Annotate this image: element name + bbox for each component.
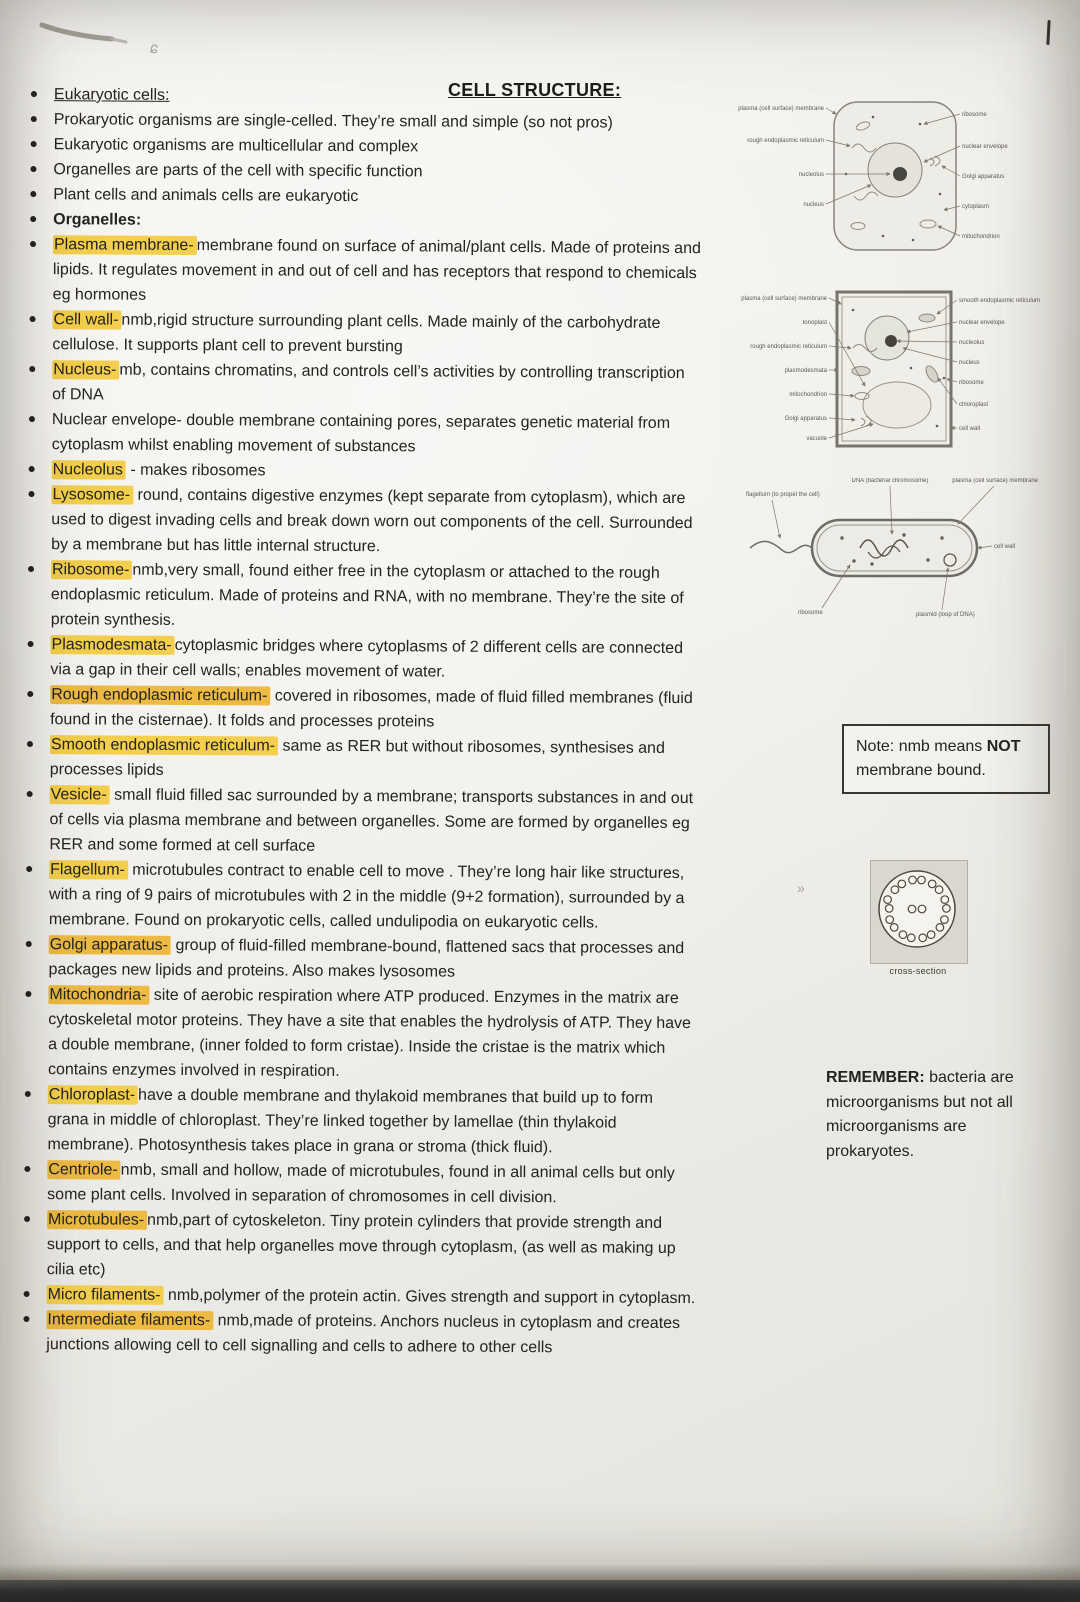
note-item <box>22 407 702 461</box>
note-item <box>17 1207 697 1286</box>
cross-section-panel <box>870 860 968 964</box>
plant-cell-diagram <box>735 278 1045 463</box>
note-term-highlight: Golgi apparatus- <box>49 935 171 955</box>
diagram-label: plasmid (loop of DNA) <box>916 612 975 618</box>
remember-note <box>826 1066 1024 1164</box>
diagram-label: cell wall <box>994 544 1016 550</box>
note-term-highlight: Vesicle- <box>50 785 110 804</box>
diagram-label: tonoplast <box>802 320 827 326</box>
note-term-highlight: Plasmodesmata- <box>51 635 175 655</box>
bacterium-diagram <box>742 468 1042 623</box>
note-text: Nuclear envelope- double membrane containing pores, separates genetic material from cytoplasm whilst enabling movement of substances <box>51 411 671 456</box>
corner-pen-mark <box>1046 20 1050 45</box>
diagram-label: chloroplast <box>959 402 989 408</box>
note-term-highlight: Smooth endoplasmic reticulum- <box>50 735 278 755</box>
note-text: nmb, small and hollow, made of microtubules, found in all animal cells but only some plant cells. Involved in separation of chromosomes in cell division. <box>47 1161 675 1207</box>
photo-background-edge <box>0 1580 1080 1602</box>
diagram-label: nucleolus <box>959 340 985 346</box>
diagram-label: rough endoplasmic reticulum <box>747 138 824 144</box>
diagram-label: nucleus <box>959 360 980 366</box>
note-term-highlight: Flagellum- <box>49 860 128 879</box>
animal-nucleolus <box>893 167 907 181</box>
note-item <box>17 1157 697 1211</box>
note-text: group of fluid-filled membrane-bound, flattened sacs that processes and packages new lipids and proteins. Also makes lysosomes <box>48 936 685 981</box>
note-item <box>19 782 699 861</box>
faint-mark: » <box>797 880 805 896</box>
note-term-highlight: Cell wall- <box>52 310 121 329</box>
remember-text: bacteria are microorganisms but not all microorganisms are prokaryotes. <box>826 1069 1014 1160</box>
diagram-label: Golgi apparatus <box>962 174 1005 180</box>
cross-section-diagram <box>871 861 967 963</box>
note-text: membrane found on surface of animal/plant cells. Made of proteins and lipids. It regulates movement in and out of cell and has receptors that respond to chemicals eg hormones <box>52 237 701 304</box>
diagram-label: plasma (cell surface) membrane <box>741 296 827 302</box>
note-term-highlight: Lysosome- <box>51 485 133 504</box>
plant-nucleolus <box>885 335 897 347</box>
diagram-label: cell wall <box>959 426 981 432</box>
note-item <box>16 1307 696 1361</box>
note-term-highlight: Rough endoplasmic reticulum- <box>50 685 270 705</box>
diagram-label: nucleus <box>803 202 824 208</box>
note-box-bold: NOT <box>986 738 1021 755</box>
diagram-label: cytoplasm <box>962 204 990 210</box>
cross-section-label: cross-section <box>889 966 947 976</box>
diagram-label: vacuole <box>806 436 827 442</box>
note-term-highlight: Nucleus- <box>52 360 119 379</box>
plant-vacuole <box>863 382 931 428</box>
note-item <box>22 357 702 411</box>
note-text: Eukaryotic cells: <box>53 86 170 104</box>
notes-list <box>16 82 704 1361</box>
pen-shadow-artifact <box>34 16 144 56</box>
note-item <box>19 932 699 986</box>
note-text: have a double membrane and thylakoid membranes that build up to form grana in middle of chloroplast. They’re linked together by lamellae (thin thylakoid membrane). Photosynthesis takes place in grana or stroma (thick fluid). <box>47 1086 654 1157</box>
note-item <box>18 982 699 1086</box>
page-title: CELL STRUCTURE: <box>448 80 622 100</box>
note-text: nmb,polymer of the protein actin. Gives strength and support in cytoplasm. <box>163 1286 696 1308</box>
note-text: Organelles: <box>53 211 142 229</box>
note-text: - makes ribosomes <box>125 461 266 480</box>
note-item <box>20 732 700 786</box>
note-item <box>21 482 701 561</box>
note-text: microtubules contract to enable cell to move . They’re long hair like structures, with a ring of 9 pairs of microtubules with 2 in the middle (9+2 formation), surrounded by a membrane. Found on prokaryotic cells, called undulipodia on eukaryotic cells. <box>48 861 685 932</box>
note-text: site of aerobic respiration where ATP produced. Enzymes in the matrix are cytoskeletal motor proteins. They have a site that enables the hydrolysis of ATP. They have a double membrane, (inner folded to form cristae). Inside the cristae is the matrix which contains enzymes involved in respiration. <box>47 986 692 1080</box>
paper-bottom-shadow <box>0 1564 1080 1580</box>
diagram-label: ribosome <box>962 112 987 118</box>
note-term-highlight: Microtubules- <box>47 1210 147 1230</box>
note-text: Plant cells and animals cells are eukaryotic <box>53 186 359 206</box>
animal-cell-diagram <box>738 84 1043 269</box>
note-item <box>20 632 700 686</box>
note-text: nmb,part of cytoskeleton. Tiny protein cylinders that provide strength and support to cells, and that help organelles move through cytoplasm, (as well as making up cilia etc) <box>46 1211 676 1279</box>
diagram-label: plasma (cell surface) membrane <box>952 478 1038 484</box>
diagram-label: plasma (cell surface) membrane <box>738 106 824 112</box>
note-text: round, contains digestive enzymes (kept separate from cytoplasm), which are used to digest invading cells and break down worn out components of the cell. Surrounded by a membrane but has little internal structure. <box>51 486 693 556</box>
diagram-label: smooth endoplasmic reticulum <box>959 298 1041 304</box>
note-item <box>20 682 700 736</box>
note-box-lead: Note: nmb means <box>856 738 987 755</box>
ink-squiggle-artifact: ɕ <box>148 39 160 58</box>
note-term-highlight: Micro filaments- <box>47 1285 164 1305</box>
diagram-label: mitochondrion <box>789 392 827 398</box>
note-text: small fluid filled sac surrounded by a membrane; transports substances in and out of cells via plasma membrane and between organelles. Some are formed by organelles eg RER and some formed at cell surface <box>49 786 694 855</box>
note-item <box>19 857 699 936</box>
note-text: Organelles are parts of the cell with specific function <box>53 161 423 181</box>
diagram-label: nucleolus <box>798 172 824 178</box>
diagram-label: mitochondrion <box>962 234 1000 240</box>
remember-bold: REMEMBER: <box>826 1069 925 1086</box>
note-item <box>23 232 703 311</box>
diagram-label: ribosome <box>798 610 823 616</box>
note-text: nmb,very small, found either free in the cytoplasm or attached to the rough endoplasmic reticulum. Made of proteins and RNA, with no membrane. They’re the site of protein synthesis. <box>50 561 684 629</box>
note-text: nmb,rigid structure surrounding plant cells. Made mainly of the carbohydrate cellulose. It supports plant cell to prevent bursting <box>52 311 661 356</box>
note-term-highlight: Plasma membrane- <box>53 235 197 255</box>
note-item <box>17 1082 697 1161</box>
note-term-highlight: Mitochondria- <box>48 985 149 1005</box>
note-text: nmb,made of proteins. Anchors nucleus in cytoplasm and creates junctions allowing cell to cell signalling and cells to adhere to other cells <box>46 1312 681 1357</box>
bacterium-cell-wall <box>812 520 977 576</box>
note-term-highlight: Ribosome- <box>51 560 132 579</box>
diagram-label: Golgi apparatus <box>784 416 827 422</box>
note-term-highlight: Nucleolus <box>52 460 126 479</box>
note-text: cytoplasmic bridges where cytoplasms of 2 different cells are connected via a gap in their cell walls; enables movement of water. <box>50 636 684 681</box>
diagram-label: nuclear envelope <box>962 144 1008 150</box>
diagram-label: DNA (bacterial chromosome) <box>851 478 929 484</box>
diagram-label: rough endoplasmic reticulum <box>750 344 827 350</box>
note-item <box>21 557 701 636</box>
diagram-label: ribosome <box>959 380 984 386</box>
diagram-label: nuclear envelope <box>959 320 1005 326</box>
note-text: Eukaryotic organisms are multicellular and complex <box>53 136 419 156</box>
note-term-highlight: Intermediate filaments- <box>46 1310 213 1330</box>
note-text: same as RER but without ribosomes, synthesises and processes lipids <box>49 737 665 779</box>
note-item <box>22 307 702 361</box>
note-term-highlight: Chloroplast- <box>48 1085 138 1105</box>
diagram-label: flagellum (to propel the cell) <box>746 492 820 498</box>
note-text: covered in ribosomes, made of fluid filled membranes (fluid found in the cisternae). It folds and processes proteins <box>50 687 693 731</box>
note-box-rest: membrane bound. <box>856 762 986 779</box>
note-term-highlight: Centriole- <box>47 1160 120 1179</box>
note-text: mb, contains chromatins, and controls cell’s activities by controlling transcription of DNA <box>52 361 685 404</box>
nmb-note-box <box>842 724 1050 794</box>
bacterium-flagellum <box>750 541 812 552</box>
diagram-label: plasmodesmata <box>784 368 827 374</box>
note-text: Prokaryotic organisms are single-celled. They’re small and simple (so not pros) <box>53 111 613 132</box>
